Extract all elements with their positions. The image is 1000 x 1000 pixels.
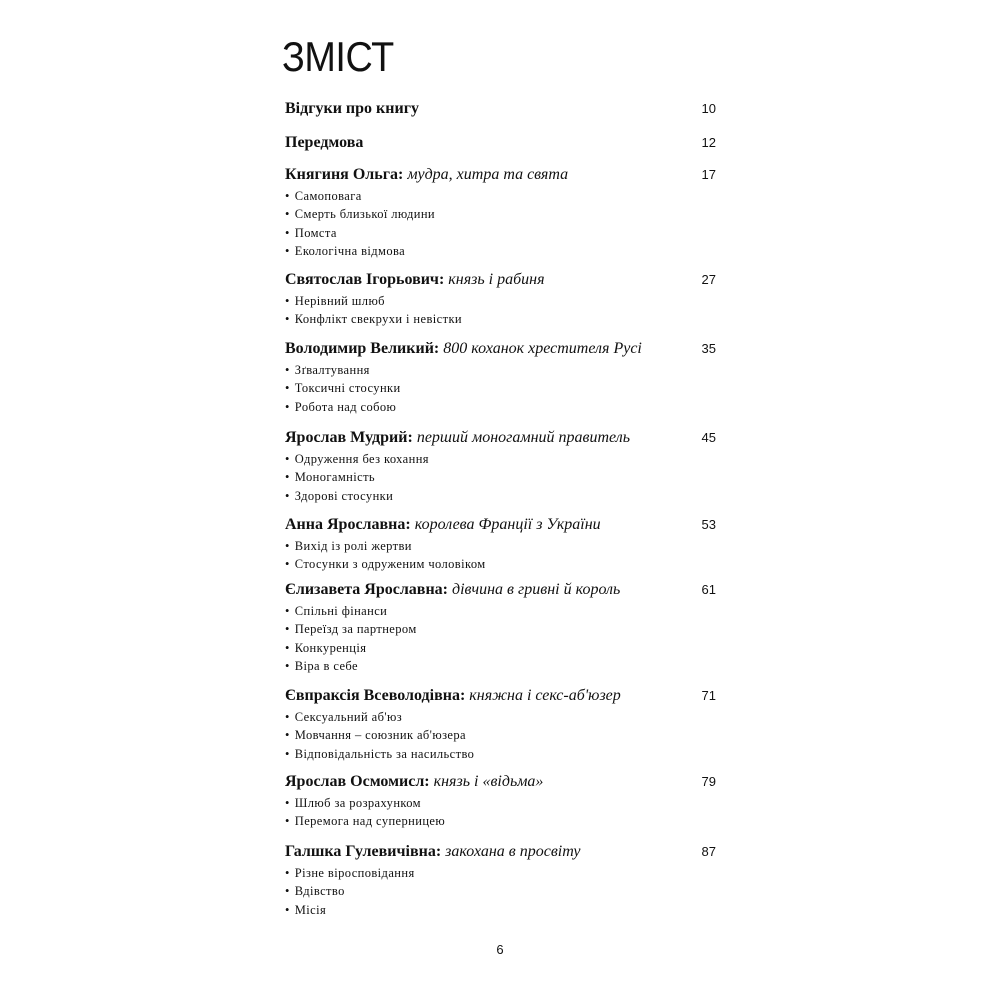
bullet-icon: • xyxy=(285,363,290,377)
subitem-label: Відповідальність за насильство xyxy=(294,746,475,761)
entry-title: Володимир Великий: xyxy=(285,340,440,357)
subitem-label: Різне віросповідання xyxy=(294,866,415,880)
entry-title: Святослав Ігорьович: xyxy=(285,271,445,288)
toc-subitem xyxy=(285,658,358,674)
subitem-label: Стосунки з одруженим чоловіком xyxy=(294,557,486,572)
entry-title: Відгуки про книгу xyxy=(285,100,419,117)
subitem-label: Конфлікт свекрухи і невістки xyxy=(294,312,463,327)
toc-subitem xyxy=(285,621,417,637)
bullet-icon: • xyxy=(285,539,290,553)
subitem-label: Вихід із ролі жертви xyxy=(294,539,412,553)
entry-page-number: 12 xyxy=(701,135,716,150)
subitem-label: Помста xyxy=(294,225,337,240)
subitem-label: Смерть близької людини xyxy=(294,207,436,222)
subitem-label: Моногамність xyxy=(294,470,376,485)
subitem-label: Спільні фінанси xyxy=(294,604,388,618)
subitem-label: Віра в себе xyxy=(294,658,358,673)
subitem-label: Нерівний шлюб xyxy=(294,294,385,308)
subitem-label: Екологічна відмова xyxy=(294,243,406,258)
toc-entry-heading xyxy=(285,165,568,185)
toc-subitem xyxy=(285,727,466,743)
entry-page-number: 45 xyxy=(701,430,716,445)
toc-entry-heading xyxy=(285,270,545,290)
entry-page-number: 35 xyxy=(701,341,716,356)
bullet-icon: • xyxy=(285,488,290,503)
bullet-icon: • xyxy=(285,470,290,485)
bullet-icon: • xyxy=(285,452,290,466)
subitem-label: Сексуальний аб'юз xyxy=(294,710,403,724)
subitem-label: Конкуренція xyxy=(294,640,367,655)
toc-entry-heading xyxy=(285,133,363,153)
subitem-label: Перемога над суперницею xyxy=(294,814,446,829)
toc-subitem xyxy=(285,380,401,396)
entry-title: Передмова xyxy=(285,134,364,151)
toc-subitem xyxy=(285,813,445,829)
bullet-icon: • xyxy=(285,381,290,396)
entry-title: Ярослав Мудрий: xyxy=(285,429,413,446)
toc-entry-heading xyxy=(285,428,630,448)
toc-subitem xyxy=(285,488,393,504)
toc-subitem xyxy=(285,399,396,415)
toc-subitem xyxy=(285,746,474,762)
subitem-label: Мовчання – союзник аб'юзера xyxy=(294,728,466,743)
page-title: ЗМІСТ xyxy=(282,33,394,80)
entry-title: Галшка Гулевичівна: xyxy=(285,843,442,860)
entry-title: Княгиня Ольга: xyxy=(285,166,404,183)
toc-subitem xyxy=(285,603,387,619)
bullet-icon: • xyxy=(285,243,290,258)
subitem-label: Шлюб за розрахунком xyxy=(294,796,421,810)
toc-entry-heading xyxy=(285,515,601,535)
bullet-icon: • xyxy=(285,746,290,761)
bullet-icon: • xyxy=(285,312,290,327)
entry-page-number: 79 xyxy=(701,774,716,789)
entry-page-number: 17 xyxy=(701,167,716,182)
bullet-icon: • xyxy=(285,884,290,899)
subitem-label: Одруження без кохання xyxy=(294,452,429,466)
bullet-icon: • xyxy=(285,728,290,743)
toc-subitem xyxy=(285,451,429,467)
bullet-icon: • xyxy=(285,622,290,637)
toc-subitem xyxy=(285,640,366,656)
entry-page-number: 71 xyxy=(701,688,716,703)
entry-subtitle: князь і «відьма» xyxy=(433,773,544,790)
toc-subitem xyxy=(285,709,402,725)
subitem-label: Місія xyxy=(294,902,327,917)
entry-title: Єлизавета Ярославна: xyxy=(285,581,448,598)
subitem-label: Самоповага xyxy=(294,189,362,203)
entry-page-number: 10 xyxy=(701,101,716,116)
bullet-icon: • xyxy=(285,399,290,414)
entry-subtitle: закохана в просвіту xyxy=(445,843,581,860)
bullet-icon: • xyxy=(285,902,290,917)
entry-subtitle: перший моногамний правитель xyxy=(416,429,630,446)
entry-title: Ярослав Осмомисл: xyxy=(285,773,430,790)
subitem-label: Токсичні стосунки xyxy=(294,381,401,396)
toc-subitem xyxy=(285,311,462,327)
entry-subtitle: дівчина в гривні й король xyxy=(452,581,621,598)
entry-page-number: 53 xyxy=(701,517,716,532)
subitem-label: Робота над собою xyxy=(294,399,397,414)
toc-subitem xyxy=(285,293,385,309)
toc-subitem xyxy=(285,795,421,811)
toc-entry-heading xyxy=(285,580,620,600)
entry-page-number: 87 xyxy=(701,844,716,859)
toc-subitem xyxy=(285,225,337,241)
entry-subtitle: мудра, хитра та свята xyxy=(407,166,569,183)
bullet-icon: • xyxy=(285,658,290,673)
entry-title: Євпраксія Всеволодівна: xyxy=(285,687,466,704)
entry-subtitle: княжна і секс-аб'юзер xyxy=(469,687,621,704)
bullet-icon: • xyxy=(285,796,290,810)
page-number: 6 xyxy=(496,942,504,957)
bullet-icon: • xyxy=(285,604,290,618)
toc-subitem xyxy=(285,538,412,554)
subitem-label: Зґвалтування xyxy=(294,363,370,377)
subitem-label: Вдівство xyxy=(294,884,345,899)
entry-subtitle: королева Франції з України xyxy=(414,516,601,533)
toc-entry-heading xyxy=(285,339,642,359)
bullet-icon: • xyxy=(285,557,290,572)
subitem-label: Переїзд за партнером xyxy=(294,622,417,637)
toc-subitem xyxy=(285,902,326,918)
bullet-icon: • xyxy=(285,294,290,308)
toc-subitem xyxy=(285,243,405,259)
toc-entry-heading xyxy=(285,842,580,862)
bullet-icon: • xyxy=(285,710,290,724)
toc-subitem xyxy=(285,206,435,222)
entry-page-number: 27 xyxy=(701,272,716,287)
toc-entry-heading xyxy=(285,686,621,706)
toc-entry-heading xyxy=(285,99,419,119)
toc-subitem xyxy=(285,469,375,485)
toc-subitem xyxy=(285,362,370,378)
toc-entry-heading xyxy=(285,772,543,792)
bullet-icon: • xyxy=(285,225,290,240)
toc-subitem xyxy=(285,188,362,204)
subitem-label: Здорові стосунки xyxy=(294,488,394,503)
entry-page-number: 61 xyxy=(701,582,716,597)
bullet-icon: • xyxy=(285,866,290,880)
bullet-icon: • xyxy=(285,640,290,655)
toc-subitem xyxy=(285,865,415,881)
bullet-icon: • xyxy=(285,189,290,203)
bullet-icon: • xyxy=(285,814,290,829)
entry-title: Анна Ярославна: xyxy=(285,516,411,533)
toc-subitem xyxy=(285,883,345,899)
entry-subtitle: князь і рабиня xyxy=(448,271,545,288)
bullet-icon: • xyxy=(285,207,290,222)
entry-subtitle: 800 коханок хрестителя Русі xyxy=(443,340,642,357)
toc-subitem xyxy=(285,556,486,572)
